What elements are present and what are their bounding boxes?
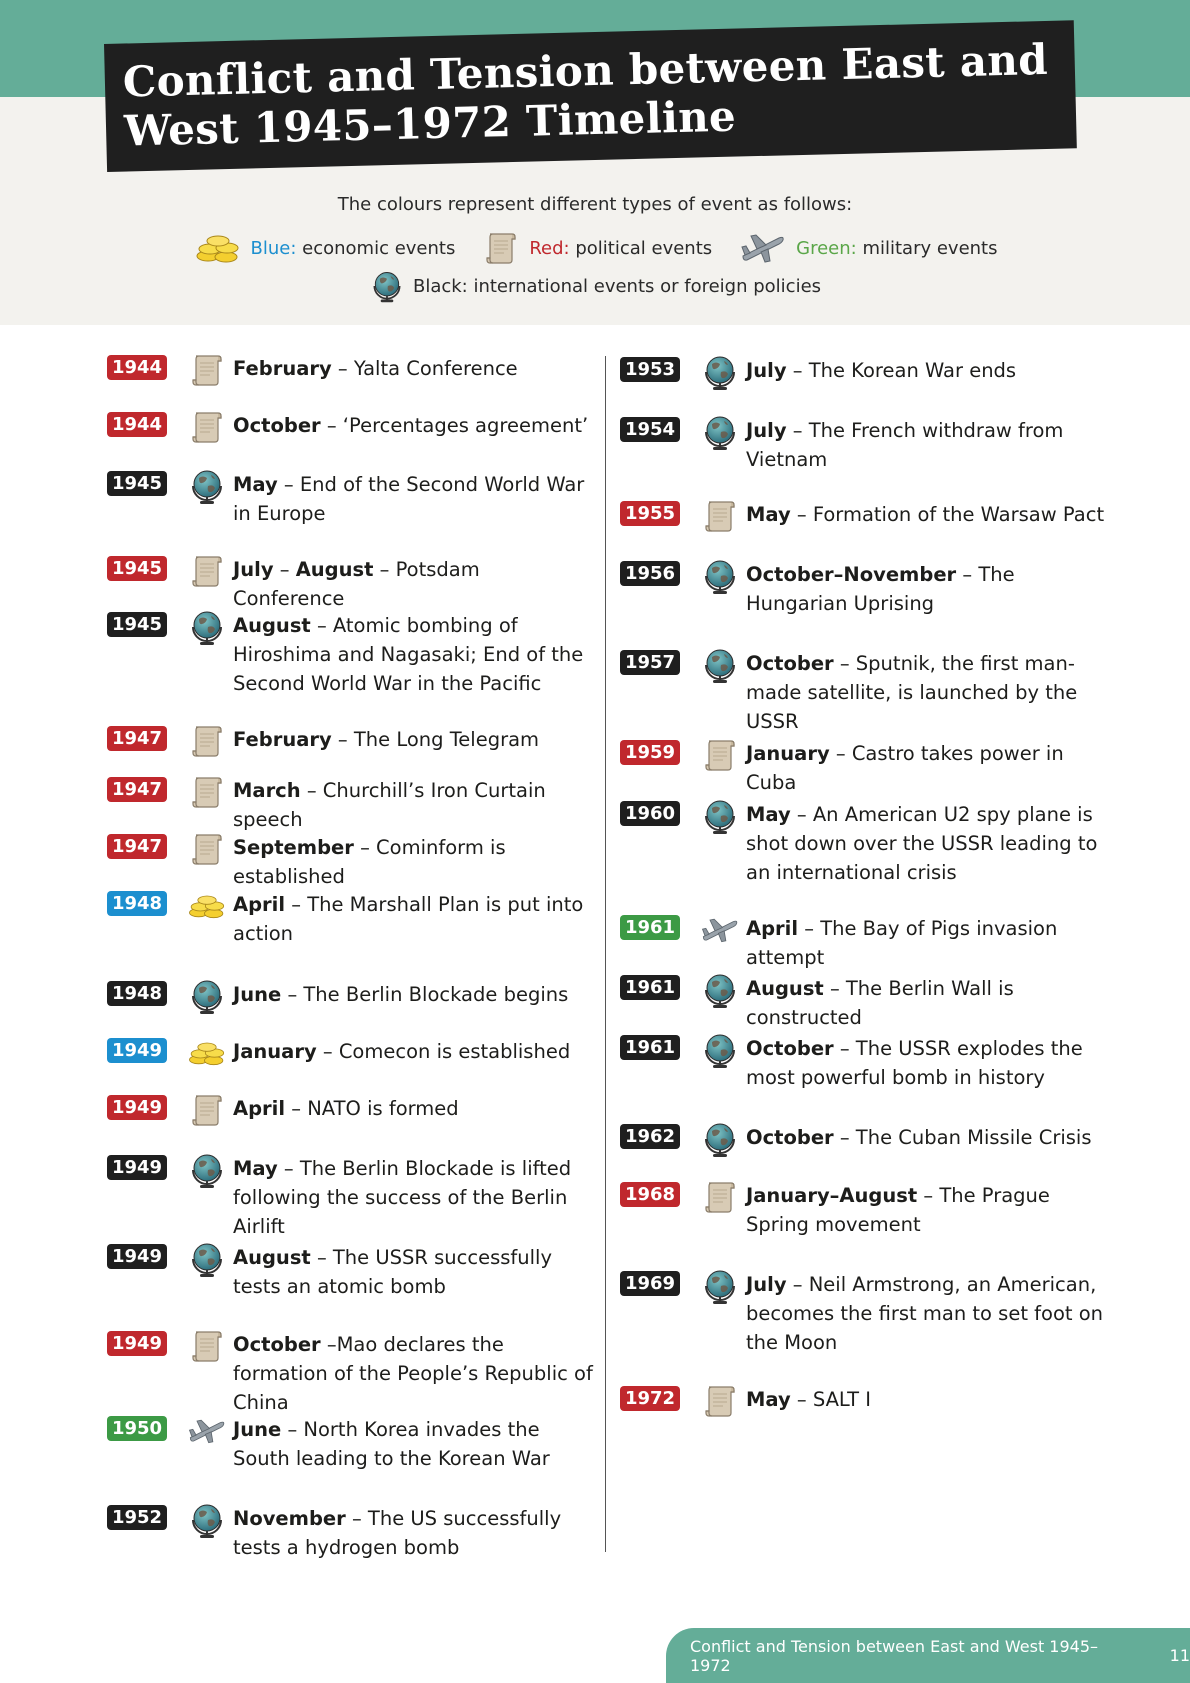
scroll-icon [187, 772, 227, 812]
scroll-icon [700, 735, 740, 775]
event-date: October–November [746, 563, 957, 586]
legend-row [0, 228, 1190, 268]
event-text: – The Berlin Blockade is lifted following the success of the Berlin Airlift [233, 1157, 572, 1238]
event-text: – Castro takes power in Cuba [746, 742, 1064, 794]
event-description [233, 1154, 597, 1241]
timeline-event [620, 1385, 1110, 1421]
scroll-icon [187, 350, 227, 390]
globe-icon [700, 645, 740, 685]
globe-icon [187, 1150, 227, 1190]
event-description [233, 411, 588, 440]
event-date-separator: – [273, 558, 296, 581]
event-description [233, 890, 597, 948]
event-text: – Sputnik, the first man-made satellite, is launched by the USSR [746, 652, 1078, 733]
globe-icon [700, 352, 740, 392]
event-date: July [746, 1273, 787, 1296]
event-text: – The Hungarian Uprising [746, 563, 1015, 615]
timeline-event [620, 1123, 1110, 1159]
year-badge: 1949 [107, 1038, 167, 1063]
event-description [233, 833, 597, 891]
event-text: – The Prague Spring movement [746, 1184, 1050, 1236]
event-description [233, 1037, 570, 1066]
globe-icon [700, 1030, 740, 1070]
event-description [233, 1415, 597, 1473]
event-text: – Neil Armstrong, an American, becomes the first man to set foot on the Moon [746, 1273, 1104, 1354]
coins-icon [187, 886, 227, 926]
year-badge: 1957 [620, 650, 680, 675]
timeline-event [620, 974, 1110, 1032]
timeline-event [620, 649, 1110, 736]
event-description [233, 725, 539, 754]
globe-icon [187, 1500, 227, 1540]
year-badge: 1968 [620, 1182, 680, 1207]
event-date: June [233, 983, 282, 1006]
plane-icon [700, 910, 740, 950]
event-date: October [746, 652, 834, 675]
legend-military-text: military events [862, 237, 998, 259]
event-text: – End of the Second World War in Europe [233, 473, 585, 525]
year-badge: 1955 [620, 501, 680, 526]
event-date: April [233, 1097, 286, 1120]
timeline-event [107, 470, 597, 528]
globe-icon [700, 970, 740, 1010]
event-date: November [233, 1507, 346, 1530]
year-badge: 1969 [620, 1271, 680, 1296]
event-date: March [233, 779, 301, 802]
event-text: – The Bay of Pigs invasion attempt [746, 917, 1058, 969]
event-text: – The French withdraw from Vietnam [746, 419, 1064, 471]
scroll-icon [700, 1381, 740, 1421]
event-date: August [233, 1246, 311, 1269]
event-date: February [233, 357, 332, 380]
legend-economic [193, 230, 456, 266]
timeline-event [107, 725, 597, 761]
year-badge: 1948 [107, 891, 167, 916]
event-text: – Comecon is established [316, 1040, 571, 1063]
event-date: October [233, 414, 321, 437]
page-title: Conflict and Tension between East and West 1945–1972 Timeline [122, 34, 1049, 156]
event-description [233, 980, 568, 1009]
event-text: – The USSR explodes the most powerful bomb in history [746, 1037, 1083, 1089]
event-text: – ‘Percentages agreement’ [320, 414, 589, 437]
event-date: October [746, 1126, 834, 1149]
year-badge: 1947 [107, 834, 167, 859]
event-description [746, 1270, 1110, 1357]
timeline-event [107, 980, 597, 1016]
event-date: September [233, 836, 354, 859]
globe-icon [187, 976, 227, 1016]
legend-military [738, 230, 997, 266]
event-description [746, 356, 1016, 385]
scroll-icon [187, 829, 227, 869]
event-description [746, 1034, 1110, 1092]
year-badge: 1945 [107, 612, 167, 637]
event-date: January [233, 1040, 317, 1063]
legend-row [0, 268, 1190, 304]
event-description [746, 649, 1110, 736]
event-text: – The Cuban Missile Crisis [833, 1126, 1092, 1149]
legend-military-key: Green: [796, 237, 857, 259]
event-description [233, 776, 597, 834]
event-text: – SALT I [790, 1388, 871, 1411]
timeline-event [620, 1034, 1110, 1092]
event-text: – Formation of the Warsaw Pact [790, 503, 1105, 526]
event-text: – Churchill’s Iron Curtain speech [233, 779, 546, 831]
page-number: 11 [1169, 1646, 1190, 1665]
event-text: – NATO is formed [285, 1097, 459, 1120]
event-description [233, 354, 518, 383]
event-text: – North Korea invades the South leading to the Korean War [233, 1418, 550, 1470]
scroll-icon [187, 1090, 227, 1130]
event-description [233, 1330, 597, 1417]
timeline-event [107, 1415, 597, 1473]
year-badge: 1952 [107, 1505, 167, 1530]
event-date: January [746, 742, 830, 765]
timeline-event [620, 739, 1110, 797]
year-badge: 1944 [107, 412, 167, 437]
event-text: – The Berlin Blockade begins [281, 983, 569, 1006]
event-date: October [233, 1333, 321, 1356]
legend-political-text: political events [575, 237, 713, 259]
globe-icon [187, 607, 227, 647]
legend-political [481, 228, 712, 268]
event-text: – Potsdam Conference [233, 558, 480, 610]
event-text: – The Marshall Plan is put into action [233, 893, 584, 945]
year-badge: 1949 [107, 1331, 167, 1356]
legend-international [369, 268, 821, 304]
year-badge: 1960 [620, 801, 680, 826]
timeline-event [107, 1330, 597, 1417]
event-description [746, 800, 1110, 887]
scroll-icon [700, 496, 740, 536]
globe-icon [700, 1119, 740, 1159]
timeline-event [107, 1243, 597, 1301]
coins-icon [187, 1033, 227, 1073]
event-text: – The Korean War ends [786, 359, 1017, 382]
year-badge: 1954 [620, 417, 680, 442]
event-date: February [233, 728, 332, 751]
event-text: –Mao declares the formation of the People’s Republic of China [233, 1333, 593, 1414]
footer-title: Conflict and Tension between East and West 1945–1972 [690, 1636, 1099, 1675]
event-description [746, 739, 1110, 797]
event-date: May [233, 1157, 278, 1180]
timeline-event [620, 560, 1110, 618]
event-description [233, 1094, 459, 1123]
year-badge: 1947 [107, 777, 167, 802]
coins-icon [193, 230, 243, 266]
timeline-event [107, 411, 597, 447]
year-badge: 1949 [107, 1155, 167, 1180]
event-date: July [233, 558, 274, 581]
scroll-icon [187, 721, 227, 761]
year-badge: 1945 [107, 556, 167, 581]
event-date: April [746, 917, 799, 940]
year-badge: 1959 [620, 740, 680, 765]
year-badge: 1950 [107, 1416, 167, 1441]
legend-economic-text: economic events [302, 237, 456, 259]
event-text: – An American U2 spy plane is shot down over the USSR leading to an international crisis [746, 803, 1098, 884]
timeline-event [620, 1270, 1110, 1357]
event-text: – The Long Telegram [331, 728, 540, 751]
event-description [746, 1385, 871, 1414]
globe-icon [700, 412, 740, 452]
scroll-icon [700, 1177, 740, 1217]
plane-icon [738, 230, 788, 266]
event-description [233, 611, 597, 698]
year-badge: 1961 [620, 975, 680, 1000]
event-date: June [233, 1418, 282, 1441]
event-date: July [746, 419, 787, 442]
year-badge: 1948 [107, 981, 167, 1006]
event-description [233, 555, 597, 613]
scroll-icon [187, 1326, 227, 1366]
event-date: May [746, 803, 791, 826]
timeline-event [107, 1504, 597, 1562]
timeline-event [107, 1094, 597, 1130]
event-date: October [746, 1037, 834, 1060]
timeline-event [107, 354, 597, 390]
event-date: August [746, 977, 824, 1000]
title-banner [104, 20, 1077, 172]
event-text: – Yalta Conference [331, 357, 518, 380]
event-date: April [233, 893, 286, 916]
timeline-event [107, 776, 597, 834]
event-text: – Cominform is established [233, 836, 506, 888]
event-date: August [295, 558, 374, 581]
legend-political-key: Red: [529, 237, 570, 259]
event-description [746, 560, 1110, 618]
year-badge: 1944 [107, 355, 167, 380]
globe-icon [700, 1266, 740, 1306]
event-description [746, 500, 1104, 529]
timeline-event [107, 1037, 597, 1073]
event-text: – The US successfully tests a hydrogen bomb [233, 1507, 562, 1559]
event-description [746, 1123, 1092, 1152]
year-badge: 1945 [107, 471, 167, 496]
footer-tab [666, 1628, 1190, 1683]
year-badge: 1949 [107, 1095, 167, 1120]
event-description [746, 914, 1110, 972]
year-badge: 1961 [620, 1035, 680, 1060]
event-description [746, 416, 1110, 474]
event-description [746, 1181, 1110, 1239]
globe-icon [700, 796, 740, 836]
legend-intro: The colours represent different types of event as follows: [337, 194, 853, 215]
year-badge: 1949 [107, 1244, 167, 1269]
year-badge: 1953 [620, 357, 680, 382]
scroll-icon [187, 407, 227, 447]
year-badge: 1972 [620, 1386, 680, 1411]
event-date: August [233, 614, 311, 637]
event-date: May [746, 1388, 791, 1411]
event-text: – The Berlin Wall is constructed [746, 977, 1014, 1029]
event-description [233, 1504, 597, 1562]
event-description [233, 470, 597, 528]
globe-icon [369, 268, 405, 304]
year-badge: 1956 [620, 561, 680, 586]
column-divider [605, 356, 606, 1552]
timeline-event [620, 914, 1110, 972]
timeline-event [107, 833, 597, 891]
year-badge: 1947 [107, 726, 167, 751]
globe-icon [187, 466, 227, 506]
timeline-event [620, 416, 1110, 474]
event-description [233, 1243, 597, 1301]
globe-icon [700, 556, 740, 596]
event-date: January–August [746, 1184, 918, 1207]
timeline-event [620, 800, 1110, 887]
event-date: July [746, 359, 787, 382]
timeline-event [620, 356, 1110, 392]
timeline-event [107, 890, 597, 948]
year-badge: 1962 [620, 1124, 680, 1149]
globe-icon [187, 1239, 227, 1279]
legend-economic-key: Blue: [250, 237, 297, 259]
timeline-event [620, 1181, 1110, 1239]
timeline-event [107, 1154, 597, 1241]
timeline-event [620, 500, 1110, 536]
event-text: – Atomic bombing of Hiroshima and Nagasaki; End of the Second World War in the Pacific [233, 614, 584, 695]
event-text: – The USSR successfully tests an atomic bomb [233, 1246, 553, 1298]
timeline-event [107, 611, 597, 698]
event-date: May [746, 503, 791, 526]
event-description [746, 974, 1110, 1032]
scroll-icon [187, 551, 227, 591]
scroll-icon [481, 228, 521, 268]
event-date: May [233, 473, 278, 496]
legend-international-text: Black: international events or foreign policies [412, 275, 822, 297]
timeline-event [107, 555, 597, 613]
plane-icon [187, 1411, 227, 1451]
year-badge: 1961 [620, 915, 680, 940]
